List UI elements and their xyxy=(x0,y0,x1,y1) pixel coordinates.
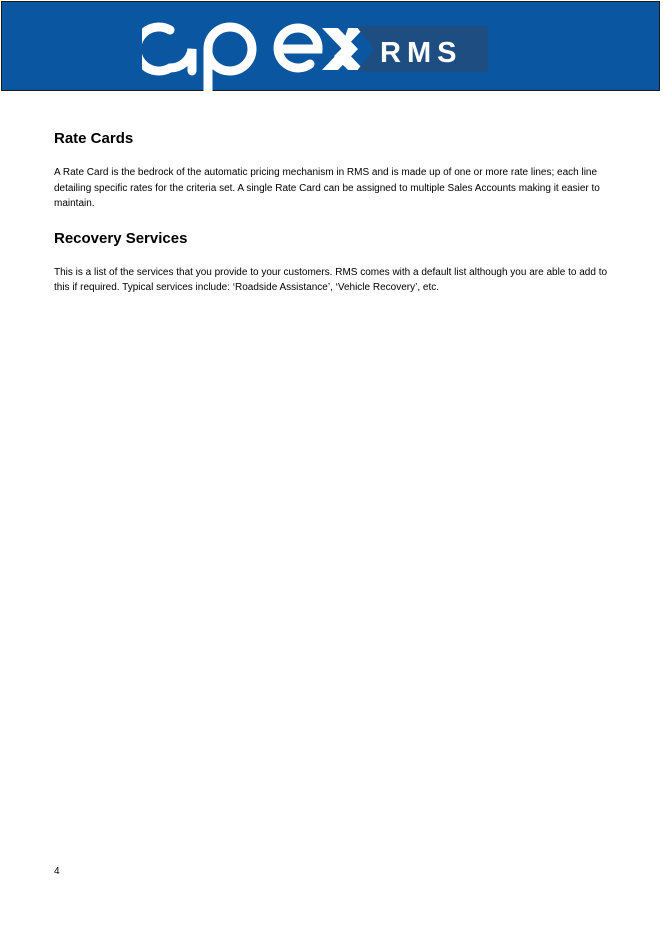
apex-rms-logo xyxy=(142,20,492,95)
page-number: 4 xyxy=(54,866,60,877)
section-title-rate-cards: Rate Cards xyxy=(54,130,134,147)
section-body-rate-cards: A Rate Card is the bedrock of the automatic pricing mechanism in RMS and is made up of one or more rate lines; each line detailing specific rates for the criteria set. A single Rate Card can be assigned to multiple Sales Accounts making it easier to maintain. xyxy=(54,167,600,209)
section-title-recovery-services: Recovery Services xyxy=(54,229,188,247)
document-content xyxy=(54,128,614,312)
section-body-recovery-services: This is a list of the services that you provide to your customers. RMS comes with a default list although you are able to add to this if required. Typical services include: ‘Roadside Assistance’, ‘Vehicle Recovery’, etc. xyxy=(54,266,608,293)
logo-badge-text: RMS xyxy=(380,37,463,69)
header-banner xyxy=(1,1,660,91)
